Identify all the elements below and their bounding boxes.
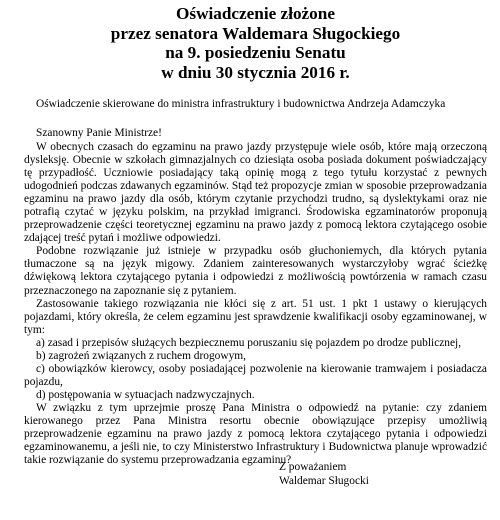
title-line-3: na 9. posiedzeniu Senatu — [165, 43, 346, 62]
title-line-1: Oświadczenie złożone — [176, 4, 335, 23]
salutation: Szanowny Panie Ministrze! — [36, 127, 162, 139]
paragraph-similar-solution: Podobne rozwiązanie już istnieje w przypadku osób głuchoniemych, dla których pytania tłumaczone są na język migowy. Zdaniem zainteresowanych wystarczyłoby wgrać ścieżkę dźwiękową lektora czytającego pytania i odpowiedzi z możliwością powtórzenia w ramach czasu przeznaczonego na zapoznanie się z pytaniem. — [24, 245, 487, 297]
title-line-4: w dniu 30 stycznia 2016 r. — [161, 62, 350, 82]
paragraph-legal-basis: Zastosowanie takiego rozwiązania nie kłóci się z art. 51 ust. 1 pkt 1 ustawy o kierujących pojazdami, który określa, że celem egzaminu jest sprawdzenie kwalifikacji osoby egzaminowanej, w tym: — [24, 297, 487, 336]
list-item-b: b) zagrożeń związanych z ruchem drogowym, — [36, 349, 246, 362]
signatory-name: Waldemar Sługocki — [279, 474, 369, 487]
title-line-2: przez senatora Waldemara Sługockiego — [110, 23, 401, 43]
signature-block — [279, 461, 369, 488]
list-item-d: d) postępowania w sytuacjach nadzwyczajnych. — [36, 388, 255, 401]
list-item-c: c) obowiązków kierowcy, osoby posiadającej pozwolenie na kierowanie tramwajem i posiadacza pojazdu, — [24, 362, 487, 388]
document-title — [24, 4, 487, 82]
list-item-a: a) zasad i przepisów służących bezpiecznemu poruszaniu się pojazdem po drodze publicznej, — [36, 336, 462, 349]
closing-phrase: Z poważaniem — [279, 461, 347, 473]
addressee-line: Oświadczenie skierowane do ministra infrastruktury i budownictwa Andrzeja Adamczyka — [36, 98, 446, 110]
statement-body — [24, 141, 487, 467]
paragraph-question: W związku z tym uprzejmie proszę Pana Ministra o odpowiedź na pytanie: czy zdaniem kierowanego przez Pana Ministra resortu obecnie obowiązujące przepisy umożliwią przeprowadzenie egzaminu na prawo jazdy z pomocą lektora czytającego pytania i odpowiedzi egzaminowanemu, a jeśli nie, to czy Ministerstwo Infrastruktury i Budownictwa planuje wprowadzić takie rozwiązanie do systemu przeprowadzania egzaminu? — [24, 401, 487, 467]
paragraph-intro: W obecnych czasach do egzaminu na prawo jazdy przystępuje wiele osób, które mają orzeczoną dysleksję. Obecnie w szkołach gimnazjalnych co dziesiąta osoba posiada dokument poświadczający tę przypadłość. Uczniowie posiadający taką opinię mogą z tego tytułu korzystać z pewnych udogodnień podczas zdawanych egzaminów. Stąd też propozycje zmian w sposobie przeprowadzania egzaminu na prawo jazdy dla osób, którym czytanie przychodzi trudno, są dyslektykami oraz nie potrafią czytać w języku polskim, na przykład imigranci. Środowiska egzaminatorów proponują przeprowadzenie części teoretycznej egzaminu na prawo jazdy z pomocą lektora czytającego osobie zdającej treść pytań i możliwe odpowiedzi. — [24, 141, 487, 245]
